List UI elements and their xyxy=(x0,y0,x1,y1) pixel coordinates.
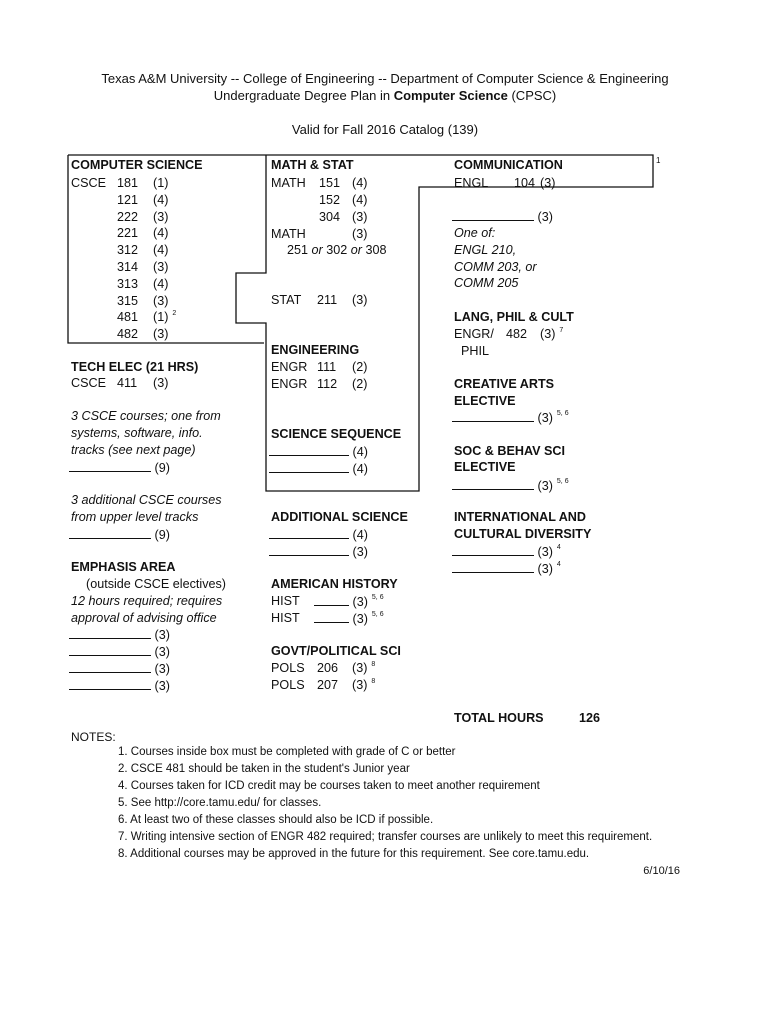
intl-blank-1-line[interactable] xyxy=(452,543,534,556)
cs-course-hrs: (3) xyxy=(153,327,169,342)
cs-course-hrs-wrap xyxy=(153,225,168,241)
science-blank-2[interactable] xyxy=(269,460,368,477)
soc-blank[interactable] xyxy=(452,477,569,494)
science-blank-1-line[interactable] xyxy=(269,443,349,456)
lang-title: LANG, PHIL & CULT xyxy=(454,310,574,324)
emphasis-sub: (outside CSCE electives) xyxy=(86,577,226,591)
cs-course-hrs-wrap xyxy=(153,293,168,309)
tech-blank2[interactable] xyxy=(69,526,170,543)
cs-course-num: 181 xyxy=(116,176,138,190)
tech-blank2-line[interactable] xyxy=(69,526,151,539)
emphasis-blank-1-hrs: (3) xyxy=(154,628,170,642)
comm-oneof-1: One of: xyxy=(454,226,496,240)
math-prefix: MATH xyxy=(271,176,306,190)
intl-blank-1-sup: 4 xyxy=(556,544,561,551)
intl-blank-1[interactable] xyxy=(452,543,561,560)
cs-course-num: 315 xyxy=(116,293,138,308)
cs-prefix: CSCE xyxy=(71,176,106,190)
math-course-hrs: (4) xyxy=(352,193,368,207)
soc-blank-line[interactable] xyxy=(452,477,534,490)
engr-num: 111 xyxy=(317,360,337,374)
lang-hrs: (3) xyxy=(540,327,556,341)
intl-title2: CULTURAL DIVERSITY xyxy=(454,527,592,541)
emphasis-blank-1[interactable] xyxy=(69,626,170,643)
total-hours-label: TOTAL HOURS xyxy=(454,711,544,725)
degree-plan-prefix: Undergraduate Degree Plan in xyxy=(213,88,394,103)
addsci-blank-2-line[interactable] xyxy=(269,543,349,556)
tech-csce-num: 411 xyxy=(117,376,138,390)
emphasis-blank-3-hrs: (3) xyxy=(154,662,170,676)
tech-note1-line1: 3 CSCE courses; one from xyxy=(71,409,221,423)
engr-num: 112 xyxy=(317,376,338,391)
cs-course-hrs-wrap xyxy=(153,259,168,275)
comm-blank-hrs: (3) xyxy=(537,210,553,224)
comm-oneof-4: COMM 205 xyxy=(454,276,519,290)
cs-course-num: 221 xyxy=(116,226,138,241)
soc-title2: ELECTIVE xyxy=(454,460,516,474)
pols-num: 207 xyxy=(317,678,339,692)
math2-prefix: MATH xyxy=(271,227,306,241)
math2-or1: or xyxy=(311,243,323,257)
tech-note1-line2: systems, software, info. xyxy=(71,426,203,440)
cs-course-hrs: (3) xyxy=(153,293,169,308)
tech-note2-line1: 3 additional CSCE courses xyxy=(71,493,222,507)
pols-prefix: POLS xyxy=(271,661,305,675)
cs-course-hrs: (3) xyxy=(153,209,169,224)
cs-course-hrs-wrap xyxy=(153,209,168,225)
tech-blank1[interactable] xyxy=(69,459,170,476)
hist-blank-2-hrs: (3) xyxy=(352,612,368,626)
intl-title1: INTERNATIONAL AND xyxy=(454,510,586,524)
emphasis-blank-4-hrs: (3) xyxy=(154,679,170,693)
cs-course-num: 481 xyxy=(116,310,138,325)
note-item: 8. Additional courses may be approved in the future for this requirement. See core.tamu.edu. xyxy=(118,848,590,860)
note-item: 7. Writing intensive section of ENGR 482 required; transfer courses are unlikely to meet this requirement. xyxy=(118,831,653,843)
tech-csce-hrs: (3) xyxy=(153,376,169,390)
hist-blank-2-sup: 5, 6 xyxy=(371,611,384,618)
math-course-hrs: (3) xyxy=(352,210,368,224)
lang-hrs-wrap xyxy=(540,326,563,342)
math2-or2: or xyxy=(350,243,362,257)
note-item: 5. See http://core.tamu.edu/ for classes. xyxy=(118,797,322,809)
science-title: SCIENCE SEQUENCE xyxy=(271,427,402,441)
math2-opt-c: 308 xyxy=(365,243,387,257)
pols-hrs: (3) xyxy=(352,661,368,675)
lang-sup: 7 xyxy=(559,327,564,334)
math2-opt-a: 251 xyxy=(287,243,309,257)
science-blank-2-hrs: (4) xyxy=(352,462,368,476)
arts-title2: ELECTIVE xyxy=(454,394,516,408)
comm-engl-num: 104 xyxy=(514,176,536,190)
hist-blank-1-line[interactable] xyxy=(314,593,349,606)
comm-oneof-3: COMM 203, or xyxy=(454,260,537,274)
addsci-title: ADDITIONAL SCIENCE xyxy=(271,510,408,524)
emphasis-note-line2: approval of advising office xyxy=(71,611,217,625)
hist-blank-2-line[interactable] xyxy=(314,610,349,623)
pols-prefix: POLS xyxy=(271,678,305,692)
cs-course-num: 222 xyxy=(116,209,138,224)
notes-title: NOTES: xyxy=(71,730,116,744)
arts-blank-line[interactable] xyxy=(452,409,534,422)
degree-name: Computer Science xyxy=(393,88,508,103)
cs-course-num: 312 xyxy=(116,243,138,258)
tech-note2-line2: from upper level tracks xyxy=(71,510,199,524)
cs-course-hrs: (4) xyxy=(153,243,169,258)
science-blank-1-hrs: (4) xyxy=(352,445,368,459)
emphasis-blank-2-line[interactable] xyxy=(69,643,151,656)
emphasis-blank-1-line[interactable] xyxy=(69,626,151,639)
addsci-blank-1-line[interactable] xyxy=(269,526,349,539)
math-course-num: 151 xyxy=(318,176,340,190)
tech-csce-prefix: CSCE xyxy=(71,376,106,390)
addsci-blank-2-hrs: (3) xyxy=(352,545,368,559)
emphasis-blank-4[interactable] xyxy=(69,677,170,694)
cs-course-num: 482 xyxy=(116,327,138,342)
emphasis-blank-2-hrs: (3) xyxy=(154,645,170,659)
tech-blank1-hrs: (9) xyxy=(154,461,170,475)
engr-hrs: (2) xyxy=(352,360,368,374)
intl-blank-2[interactable] xyxy=(452,560,561,577)
emphasis-note-line1: 12 hours required; requires xyxy=(71,594,223,608)
intl-blank-1-hrs: (3) xyxy=(537,545,553,559)
note-item: 1. Courses inside box must be completed with grade of C or better xyxy=(118,746,456,758)
math2-options xyxy=(287,242,386,258)
emphasis-blank-3[interactable] xyxy=(69,660,170,677)
arts-hrs: (3) xyxy=(537,411,553,425)
cs-course-hrs: (1) xyxy=(153,310,169,325)
intl-blank-2-sup: 4 xyxy=(556,561,561,568)
comm-blank[interactable] xyxy=(452,208,553,225)
emphasis-title: EMPHASIS AREA xyxy=(71,560,176,574)
stat-prefix: STAT xyxy=(271,293,302,307)
math-course-num: 152 xyxy=(318,193,340,207)
hist-blank-1-hrs: (3) xyxy=(352,595,368,609)
comm-oneof-2: ENGL 210, xyxy=(454,243,517,257)
revision-date: 6/10/16 xyxy=(643,865,680,877)
cs-course-num: 314 xyxy=(116,260,138,274)
emphasis-blank-4-line[interactable] xyxy=(69,677,151,690)
engineering-title: ENGINEERING xyxy=(271,343,360,357)
govt-title: GOVT/POLITICAL SCI xyxy=(271,644,401,658)
total-hours-value: 126 xyxy=(579,711,601,725)
comm-blank-line[interactable] xyxy=(452,208,534,221)
hist-blank-1-sup: 5, 6 xyxy=(371,594,384,601)
lang-prefix: ENGR/ xyxy=(454,327,494,341)
arts-sup: 5, 6 xyxy=(556,410,569,417)
addsci-blank-1-hrs: (4) xyxy=(352,528,368,542)
engr-prefix: ENGR xyxy=(271,376,308,391)
tech-blank2-hrs: (9) xyxy=(154,528,170,542)
soc-hrs: (3) xyxy=(537,479,553,493)
hist-prefix: HIST xyxy=(271,611,300,625)
note-item: 2. CSCE 481 should be taken in the student's Junior year xyxy=(118,763,410,775)
pols-num: 206 xyxy=(317,661,339,675)
tech-note1-line3: tracks (see next page) xyxy=(71,443,196,457)
hist-blank-2[interactable] xyxy=(314,610,384,627)
math-course-num: 304 xyxy=(318,210,340,224)
pols-hrs: (3) xyxy=(352,678,368,692)
science-blank-2-line[interactable] xyxy=(269,460,349,473)
pols-sup: 8 xyxy=(371,678,376,685)
cs-course-hrs: (3) xyxy=(153,260,169,274)
cs-course-hrs-wrap xyxy=(153,309,176,325)
header-degree-plan xyxy=(0,88,770,104)
cs-course-sup: 2 xyxy=(172,310,177,318)
stat-hrs: (3) xyxy=(352,293,368,307)
engr-hrs: (2) xyxy=(352,376,368,391)
math2-opt-b: 302 xyxy=(326,243,348,257)
pols-sup: 8 xyxy=(371,661,376,668)
cs-course-num: 121 xyxy=(116,192,138,207)
cs-course-hrs: (4) xyxy=(153,276,169,291)
amhist-title: AMERICAN HISTORY xyxy=(271,577,398,591)
comm-engl-prefix: ENGL xyxy=(454,176,489,190)
stat-num: 211 xyxy=(317,293,338,307)
emphasis-blank-2[interactable] xyxy=(69,643,170,660)
intl-blank-2-hrs: (3) xyxy=(537,562,553,576)
soc-title1: SOC & BEHAV SCI xyxy=(454,444,566,458)
header-title: Texas A&M University -- College of Engineering -- Department of Computer Science & Engineering xyxy=(101,71,669,86)
arts-title1: CREATIVE ARTS xyxy=(454,377,555,391)
hist-prefix: HIST xyxy=(271,594,300,608)
cs-course-hrs-wrap xyxy=(153,276,168,292)
cs-course-hrs: (1) xyxy=(153,176,169,190)
addsci-blank-2[interactable] xyxy=(269,543,368,560)
degree-code: (CPSC) xyxy=(507,88,557,103)
arts-blank[interactable] xyxy=(452,409,569,426)
intl-blank-2-line[interactable] xyxy=(452,560,534,573)
cs-course-hrs-wrap xyxy=(153,326,168,342)
note-item: 4. Courses taken for ICD credit may be courses taken to meet another requirement xyxy=(118,780,540,792)
math-course-hrs: (4) xyxy=(352,176,368,190)
cs-course-hrs-wrap xyxy=(153,192,168,208)
hist-blank-1[interactable] xyxy=(314,593,384,610)
cs-course-hrs-wrap xyxy=(153,242,168,258)
cs-title: COMPUTER SCIENCE xyxy=(71,158,203,172)
note-item: 6. At least two of these classes should also be ICD if possible. xyxy=(118,814,434,826)
cs-course-num: 313 xyxy=(116,276,138,291)
engr-prefix: ENGR xyxy=(271,360,308,374)
science-blank-1[interactable] xyxy=(269,443,368,460)
soc-sup: 5, 6 xyxy=(556,478,569,485)
math2-hrs: (3) xyxy=(352,227,368,241)
math-title: MATH & STAT xyxy=(271,158,354,172)
pols-hrs-wrap xyxy=(352,677,375,693)
tech-elec-title: TECH ELEC (21 HRS) xyxy=(71,360,199,374)
cs-course-hrs-wrap xyxy=(153,175,168,191)
cs-course-hrs: (4) xyxy=(153,226,169,241)
comm-engl-hrs: (3) xyxy=(540,176,556,190)
lang-num: 482 xyxy=(506,327,528,341)
box-footnote: 1 xyxy=(656,156,661,165)
tech-blank1-line[interactable] xyxy=(69,459,151,472)
emphasis-blank-3-line[interactable] xyxy=(69,660,151,673)
comm-title: COMMUNICATION xyxy=(454,158,563,172)
pols-hrs-wrap xyxy=(352,660,375,676)
lang-sub: PHIL xyxy=(461,344,489,358)
catalog-validity: Valid for Fall 2016 Catalog (139) xyxy=(291,122,479,137)
cs-course-hrs: (4) xyxy=(153,192,169,207)
addsci-blank-1[interactable] xyxy=(269,526,368,543)
